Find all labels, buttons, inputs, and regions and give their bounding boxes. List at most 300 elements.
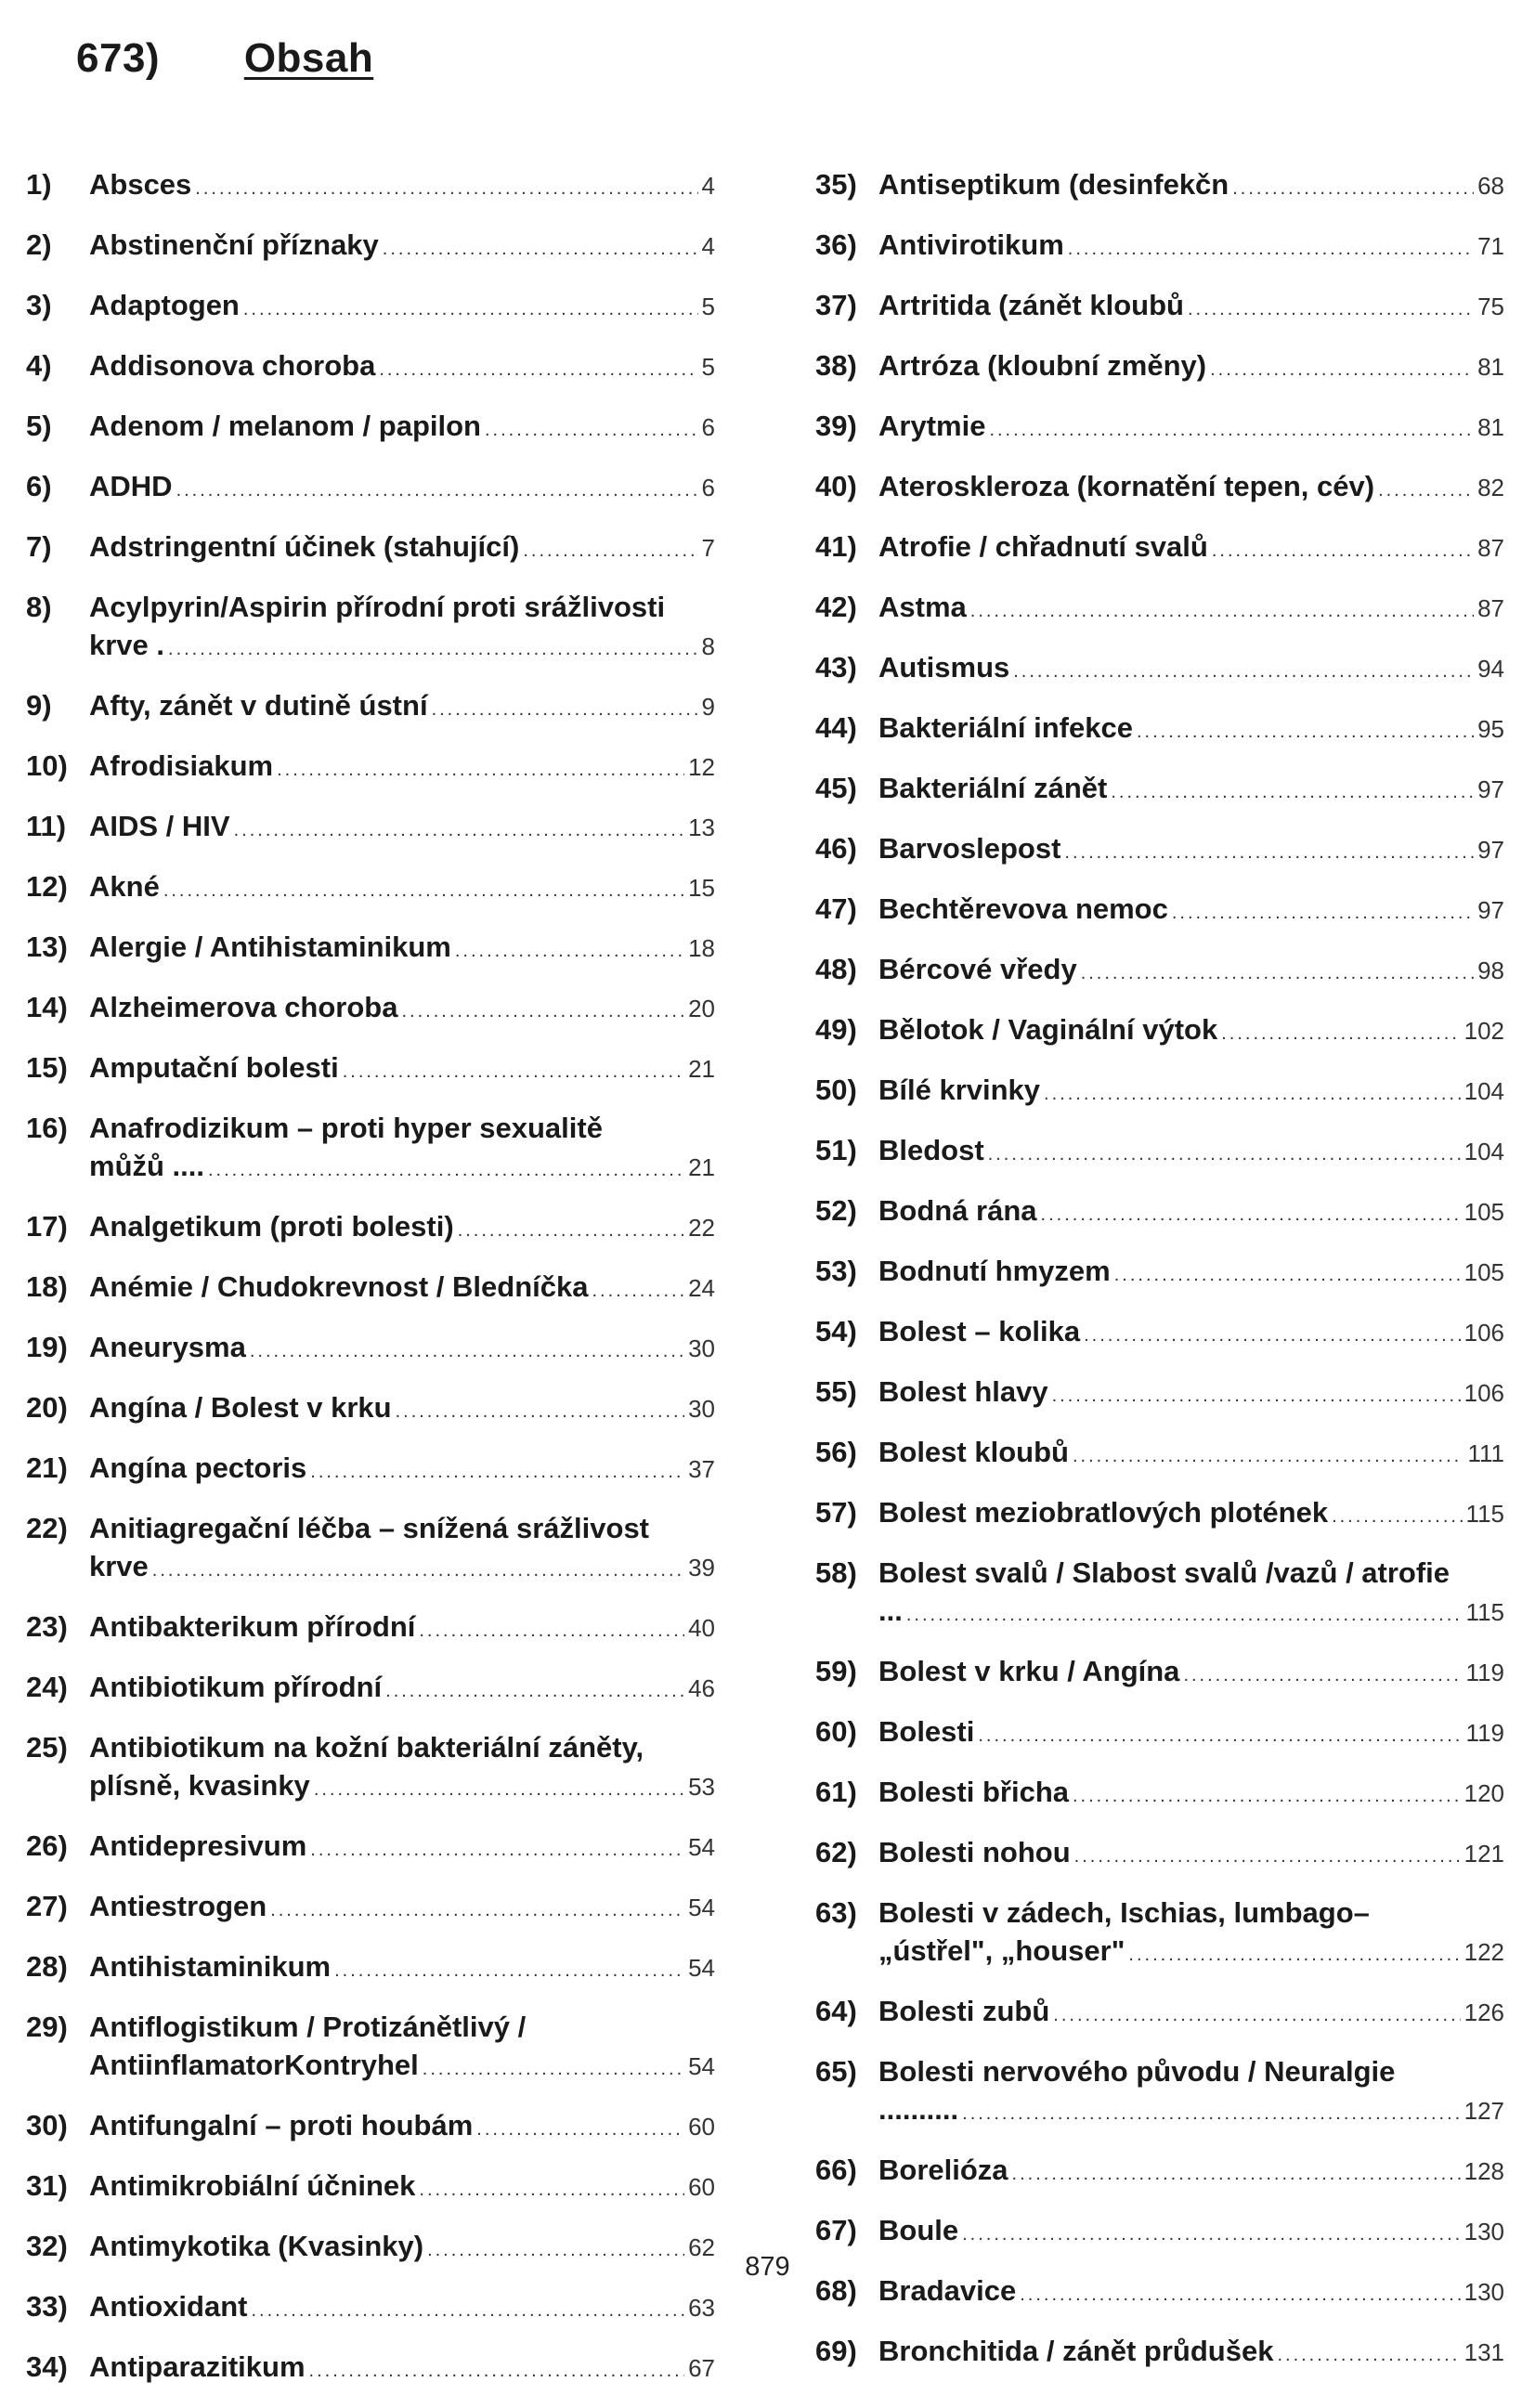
entry-line [878,1433,1504,1476]
entry-line [878,1071,1504,1113]
entry-body [878,1493,1504,1536]
entry-number: 40) [815,470,857,502]
dot-leader [1277,2336,1460,2375]
entry-page-number: 119 [1465,1659,1504,1686]
entry-page-number: 75 [1477,293,1504,320]
entry-title: Bodnutí hmyzem [878,1255,1111,1287]
entry-number: 43) [815,651,857,683]
dot-leader [978,1717,1462,1755]
toc-entry[interactable] [815,467,1504,510]
toc-entry[interactable] [26,1509,715,1590]
entry-title: Barvoslepost [878,832,1061,865]
entry-title: Bakteriální infekce [878,711,1133,744]
entry-line [89,867,715,910]
entry-number: 23) [26,1610,68,1643]
entry-title: Bolesti nohou [878,1836,1071,1868]
entry-line [878,829,1504,872]
entry-line [89,928,715,970]
entry-number: 29) [26,2011,68,2043]
entry-page-number: 115 [1465,1500,1504,1528]
entry-number: 54) [815,1315,857,1347]
entry-page-number: 21 [688,1055,715,1083]
entry-title: Abstinenční příznaky [89,228,379,261]
entry-page-number: 18 [688,934,715,962]
dot-leader [989,411,1474,449]
entry-number: 13) [26,931,68,963]
entry-page-number: 9 [701,693,715,721]
toc-entry[interactable] [26,407,715,449]
entry-title-continuation: krve . [89,629,165,661]
entry-page-number: 12 [688,753,715,781]
entry-page-number: 102 [1463,1017,1504,1045]
entry-page-number: 106 [1463,1319,1504,1347]
entry-body [878,648,1504,691]
entry-title: AIDS / HIV [89,810,230,842]
entry-title: Bledost [878,1134,984,1166]
dot-leader [310,1831,684,1869]
entry-line [89,1048,715,1091]
entry-page-number: 97 [1477,775,1504,803]
entry-page-number: 60 [688,2173,715,2201]
toc-entry[interactable] [815,769,1504,812]
dot-leader [1041,1196,1461,1234]
entry-line [878,1554,1504,1592]
entry-title: Boule [878,2214,959,2246]
entry-page-number: 104 [1463,1077,1504,1105]
entry-title: Bílé krvinky [878,1074,1041,1106]
dot-leader [485,411,698,449]
entry-title: Antiestrogen [89,1890,267,1922]
entry-page-number: 4 [701,172,715,200]
entry-line [878,1493,1504,1536]
entry-body [89,928,715,970]
toc-entry[interactable] [26,1728,715,1809]
dot-leader [1074,1838,1461,1876]
toc-entry[interactable] [815,890,1504,932]
toc-entry[interactable] [26,2106,715,2149]
toc-entry[interactable] [26,928,715,970]
dot-leader [250,1333,684,1371]
entry-title: Acylpyrin/Aspirin přírodní proti srážlivosti [89,591,666,623]
entry-line [89,2008,715,2046]
entry-number: 14) [26,991,68,1023]
page-title: Obsah [243,35,374,81]
dot-leader [1332,1498,1462,1536]
entry-line [89,1668,715,1711]
entry-number: 2) [26,228,52,261]
entry-title: Addisonova choroba [89,349,376,382]
entry-body [878,1191,1504,1234]
entry-page-number: 127 [1463,2097,1504,2125]
entry-line [89,1207,715,1250]
entry-number: 4) [26,349,52,382]
entry-body [878,1833,1504,1876]
entry-number: 44) [815,711,857,744]
dot-leader [1012,2155,1461,2193]
entry-number: 50) [815,1074,857,1106]
toc-entry[interactable] [815,2332,1504,2375]
toc-entry[interactable] [26,588,715,669]
entry-body [89,1449,715,1491]
entry-title: Antiparazitikum [89,2350,306,2383]
toc-entry[interactable] [815,1010,1504,1053]
toc-entry[interactable] [26,1109,715,1190]
entry-page-number: 62 [688,2233,715,2261]
entry-body [89,686,715,729]
dot-leader [314,1771,684,1809]
toc-entry[interactable] [26,807,715,850]
entry-page-number: 130 [1463,2278,1504,2306]
dot-leader [523,532,697,570]
entry-line [878,950,1504,993]
toc-entry[interactable] [815,1712,1504,1755]
entry-line [89,1827,715,1869]
entry-number: 47) [815,892,857,925]
entry-body [89,588,715,669]
toc-entry[interactable] [815,950,1504,993]
entry-number: 10) [26,749,68,782]
toc-entry[interactable] [815,1992,1504,2035]
toc-entry[interactable] [26,1268,715,1310]
toc-entry[interactable] [815,1894,1504,1974]
toc-entry[interactable] [815,1773,1504,1816]
dot-leader [970,592,1474,631]
entry-page-number: 8 [701,632,715,660]
entry-number: 45) [815,772,857,804]
toc-entry[interactable] [815,1554,1504,1634]
entry-body [89,467,715,510]
entry-number: 16) [26,1112,68,1144]
toc-entry[interactable] [815,2052,1504,2133]
toc-entry[interactable] [815,2151,1504,2193]
toc-entry[interactable] [815,226,1504,268]
entry-page-number: 5 [701,353,715,381]
toc-entry[interactable] [815,2211,1504,2254]
entry-page-number: 37 [688,1455,715,1483]
entry-page-number: 7 [701,534,715,562]
toc-entry[interactable] [26,467,715,510]
entry-title: Absces [89,168,192,201]
entry-title: Bolesti [878,1715,975,1748]
entry-page-number: 30 [688,1334,715,1362]
entry-page-number: 115 [1465,1598,1504,1626]
entry-page-number: 81 [1477,353,1504,381]
dot-leader [1111,774,1474,812]
entry-title: Bolest v krku / Angína [878,1655,1180,1687]
entry-title: Antioxidant [89,2290,248,2323]
entry-body [89,1268,715,1310]
entry-line [878,1010,1504,1053]
entry-body [89,1668,715,1711]
entry-body [89,1207,715,1250]
entry-title: Afrodisiakum [89,749,274,782]
entry-number: 20) [26,1391,68,1424]
entry-title: Anitiagregační léčba – snížená srážlivost [89,1512,650,1544]
entry-line [878,2090,1504,2133]
entry-title-continuation: .......... [878,2093,959,2126]
entry-title: Bechtěrevova nemoc [878,892,1168,925]
entry-number: 52) [815,1194,857,1227]
entry-body [878,950,1504,993]
entry-line [89,2167,715,2209]
entry-title: Angína / Bolest v krku [89,1391,392,1424]
entry-body [89,988,715,1031]
entry-body [878,527,1504,570]
entry-page-number: 5 [701,293,715,320]
entry-number: 42) [815,591,857,623]
entry-body [878,2052,1504,2133]
entry-title: Antidepresivum [89,1829,307,1862]
entry-title: Antibiotikum přírodní [89,1671,383,1703]
toc-entry[interactable] [26,1608,715,1650]
toc-entry[interactable] [26,686,715,729]
entry-body [89,407,715,449]
entry-number: 68) [815,2274,857,2307]
entry-title-continuation: „ústřel", „houser" [878,1934,1125,1967]
entry-line [89,1766,715,1809]
dot-leader [277,751,684,789]
entry-line [89,1509,715,1547]
dot-leader [423,2050,684,2089]
entry-body [878,1010,1504,1053]
entry-title: Bolest hlavy [878,1375,1048,1408]
toc-entry[interactable] [815,588,1504,631]
toc-entry[interactable] [26,1449,715,1491]
entry-body [878,890,1504,932]
dot-leader [1183,1657,1462,1695]
entry-number: 64) [815,1995,857,2027]
entry-number: 5) [26,410,52,442]
entry-line [89,346,715,389]
entry-number: 34) [26,2350,68,2383]
dot-leader [343,1053,684,1091]
entry-line [878,1312,1504,1355]
entry-body [89,2348,715,2390]
entry-title: Anafrodizikum – proti hyper sexualitě [89,1112,603,1144]
entry-body [878,346,1504,389]
toc-entry[interactable] [815,407,1504,449]
toc-entry[interactable] [26,2008,715,2089]
toc-entry[interactable] [815,1191,1504,1234]
toc-entry[interactable] [26,747,715,789]
entry-number: 37) [815,289,857,321]
entry-page-number: 130 [1463,2218,1504,2245]
toc-entry[interactable] [26,1887,715,1930]
entry-body [878,1373,1504,1415]
entry-line [89,2046,715,2089]
toc-entry[interactable] [26,1328,715,1371]
entry-body [89,1388,715,1431]
entry-number: 31) [26,2169,68,2202]
toc-entry[interactable] [26,1827,715,1869]
toc-entry[interactable] [26,2287,715,2330]
entry-number: 28) [26,1950,68,1983]
dot-leader [432,691,698,729]
entry-body [878,1312,1504,1355]
entry-line [878,346,1504,389]
entry-page-number: 97 [1477,836,1504,864]
entry-line [878,588,1504,631]
dot-leader [419,2171,684,2209]
entry-title: Antifungalní – proti houbám [89,2109,474,2141]
toc-entry[interactable] [26,1668,715,1711]
entry-body [878,769,1504,812]
entry-line [878,1592,1504,1634]
entry-line [89,1328,715,1371]
entry-title: Bolest kloubů [878,1436,1069,1468]
toc-entry[interactable] [26,1388,715,1431]
toc-entry[interactable] [26,867,715,910]
entry-title: Antihistaminikum [89,1950,332,1983]
entry-page-number: 126 [1463,1998,1504,2026]
entry-line [89,988,715,1031]
entry-number: 62) [815,1836,857,1868]
entry-body [878,1773,1504,1816]
entry-page-number: 94 [1477,655,1504,683]
entry-body [878,1992,1504,2035]
entry-number: 12) [26,870,68,903]
dot-leader [1210,351,1474,389]
toc-entry[interactable] [26,1947,715,1990]
entry-title-continuation: krve [89,1550,149,1582]
toc-entry[interactable] [815,165,1504,208]
dot-leader [310,1453,684,1491]
entry-body [89,1509,715,1590]
entry-line [878,1373,1504,1415]
entry-line [89,1449,715,1491]
toc-entry[interactable] [26,2348,715,2390]
entry-page-number: 6 [701,413,715,441]
toc-entry[interactable] [815,648,1504,691]
toc-entry[interactable] [815,1252,1504,1295]
toc-entry[interactable] [815,709,1504,751]
entry-body [89,1728,715,1809]
entry-line [89,407,715,449]
entry-title: Aneurysma [89,1331,246,1363]
toc-entry[interactable] [815,1493,1504,1536]
entry-number: 57) [815,1496,857,1529]
entry-line [878,1894,1504,1932]
entry-title: Bolest – kolika [878,1315,1081,1347]
entry-line [878,1932,1504,1974]
toc-entry[interactable] [815,1373,1504,1415]
toc-entry[interactable] [26,165,715,208]
entry-page-number: 30 [688,1395,715,1423]
entry-page-number: 46 [688,1674,715,1702]
entry-title: Bolesti zubů [878,1995,1050,2027]
dot-leader [458,1212,684,1250]
entry-page-number: 40 [688,1614,715,1642]
entry-number: 56) [815,1436,857,1468]
toc-entry[interactable] [815,1071,1504,1113]
toc-entry[interactable] [815,1833,1504,1876]
toc-entry[interactable] [26,2167,715,2209]
entry-page-number: 54 [688,1894,715,1921]
entry-body [89,1109,715,1190]
entry-line [878,709,1504,751]
dot-leader [163,872,684,910]
entry-line [89,2287,715,2330]
entry-page-number: 21 [688,1153,715,1181]
entry-title: Artritida (zánět kloubů [878,289,1184,321]
toc-entry[interactable] [26,988,715,1031]
entry-body [89,747,715,789]
toc-entry[interactable] [815,1433,1504,1476]
entry-page-number: 71 [1477,232,1504,260]
entry-page-number: 95 [1477,715,1504,743]
entry-line [878,2332,1504,2375]
entry-body [878,1652,1504,1695]
entry-body [89,1827,715,1869]
dot-leader [1221,1015,1460,1053]
toc-entry[interactable] [815,1131,1504,1174]
entry-title: Antibakterikum přírodní [89,1610,416,1643]
entry-number: 1) [26,168,52,201]
entry-body [89,2287,715,2330]
dot-leader [1378,472,1474,510]
entry-page-number: 119 [1465,1719,1504,1747]
toc-entry[interactable] [815,1312,1504,1355]
dot-leader [1114,1256,1461,1295]
entry-line [89,1608,715,1650]
entry-line [89,1268,715,1310]
entry-number: 38) [815,349,857,382]
toc-column-left [26,165,715,2408]
entry-title: Adaptogen [89,289,240,321]
toc-entry[interactable] [815,286,1504,329]
entry-title-continuation: ... [878,1594,903,1627]
entry-body [89,1887,715,1930]
toc-entry[interactable] [26,346,715,389]
toc-entry[interactable] [26,1207,715,1250]
entry-line [89,1947,715,1990]
entry-number: 6) [26,470,52,502]
chapter-number: 673) [76,35,161,81]
toc-entry[interactable] [26,1048,715,1091]
entry-line [878,527,1504,570]
dot-leader [1188,291,1474,329]
entry-line [878,165,1504,208]
entry-page-number: 105 [1463,1198,1504,1226]
entry-number: 9) [26,689,52,722]
entry-number: 3) [26,289,52,321]
dot-leader [962,2095,1460,2133]
dot-leader [1137,713,1474,751]
toc-entry[interactable] [815,346,1504,389]
entry-title: Bakteriální zánět [878,772,1108,804]
dot-leader [396,1393,685,1431]
entry-title: Antiflogistikum / Protizánětlivý / [89,2011,527,2043]
toc-entry[interactable] [26,286,715,329]
toc-entry[interactable] [815,829,1504,872]
entry-number: 63) [815,1896,857,1929]
toc-entry[interactable] [26,226,715,268]
entry-number: 48) [815,953,857,985]
toc-entry[interactable] [815,527,1504,570]
page-number: 879 [745,2252,790,2282]
entry-title: Antimykotika (Kvasinky) [89,2230,424,2262]
dot-leader [455,932,684,970]
entry-line [89,2106,715,2149]
entry-body [878,1071,1504,1113]
entry-page-number: 81 [1477,413,1504,441]
toc-entry[interactable] [815,1652,1504,1695]
entry-body [878,226,1504,268]
entry-title: Borelióza [878,2154,1008,2186]
entry-body [89,1947,715,1990]
toc-entry[interactable] [26,527,715,570]
entry-line [89,1388,715,1431]
